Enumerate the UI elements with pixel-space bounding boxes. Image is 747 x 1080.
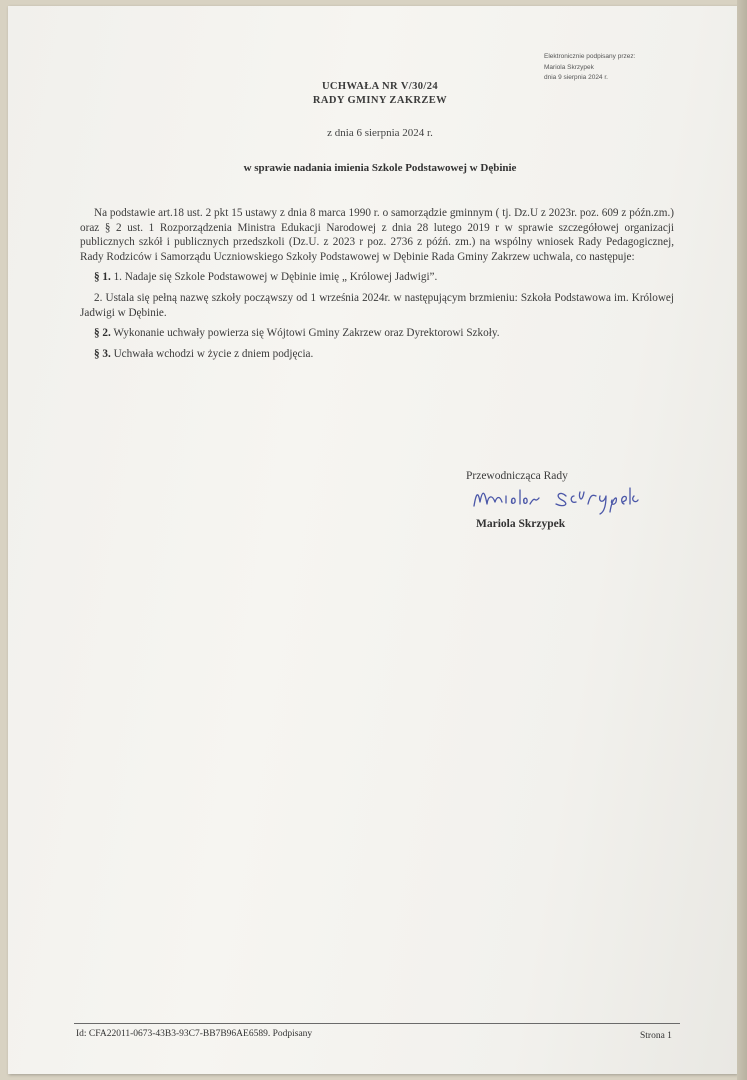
section-1-label: § 1.	[94, 271, 111, 284]
section-1-text: 1. Nadaje się Szkole Podstawowej w Dębinie imię „ Królowej Jadwigi”.	[110, 271, 438, 284]
section-2-text: Wykonanie uchwały powierza się Wójtowi Gminy Zakrzew oraz Dyrektorowi Szkoły.	[110, 327, 500, 340]
resolution-subject: w sprawie nadania imienia Szkole Podstawowej w Dębinie	[243, 162, 517, 174]
section-1	[80, 270, 674, 285]
section-3-text: Uchwała wchodzi w życie z dniem podjęcia.	[110, 347, 314, 360]
section-3-label: § 3.	[94, 347, 111, 360]
signatory-role: Przewodnicząca Rady	[466, 470, 568, 482]
document-id: Id: CFA22011-0673-43B3-93C7-BB7B96AE6589. Podpisany	[76, 1029, 313, 1039]
page-edge	[737, 0, 747, 1080]
section-2-label: § 2.	[94, 327, 111, 340]
handwritten-signature	[466, 482, 706, 518]
council-name: RADY GMINY ZAKRZEW	[312, 95, 448, 106]
page-number: Strona 1	[640, 1031, 672, 1041]
electronic-signature-note	[544, 52, 635, 84]
signatory-name: Mariola Skrzypek	[476, 518, 566, 530]
resolution-number: UCHWAŁA NR V/30/24	[321, 81, 439, 92]
footer-divider	[74, 1023, 680, 1024]
section-1-point-2: 2. Ustala się pełną nazwę szkoły począwszy od 1 września 2024r. w następującym brzmieniu: Szkoła Podstawowa im. Królowej Jadwigi w Dębinie.	[80, 291, 674, 319]
section-3	[80, 347, 674, 362]
section-2	[80, 326, 674, 341]
preamble: Na podstawie art.18 ust. 2 pkt 15 ustawy z dnia 8 marca 1990 r. o samorządzie gminnym ( tj. Dz.U z 2023r. poz. 609 z późn.zm.) oraz § 2 ust. 1 Rozporządzenia Ministra Edukacji Narodowej z dnia 28 lutego 2019 r w sprawie szczegółowej organizacji publicznych szkół i publicznych przedszkoli (Dz.U. z 2023 r poz. 2736 z późń. zm.) na wspólny wniosek Rady Pedagogicznej, Rady Rodziców i Samorządu Uczniowskiego Szkoły Podstawowej w Dębinie Rada Gminy Zakrzew uchwala, co następuje:	[80, 207, 674, 263]
esig-line-2: Mariola Skrzypek	[544, 63, 594, 71]
resolution-body	[80, 206, 674, 361]
esig-line-3: dnia 9 sierpnia 2024 r.	[544, 74, 608, 81]
esig-line-1: Elektronicznie podpisany przez:	[544, 53, 636, 60]
resolution-date: z dnia 6 sierpnia 2024 r.	[327, 127, 433, 139]
